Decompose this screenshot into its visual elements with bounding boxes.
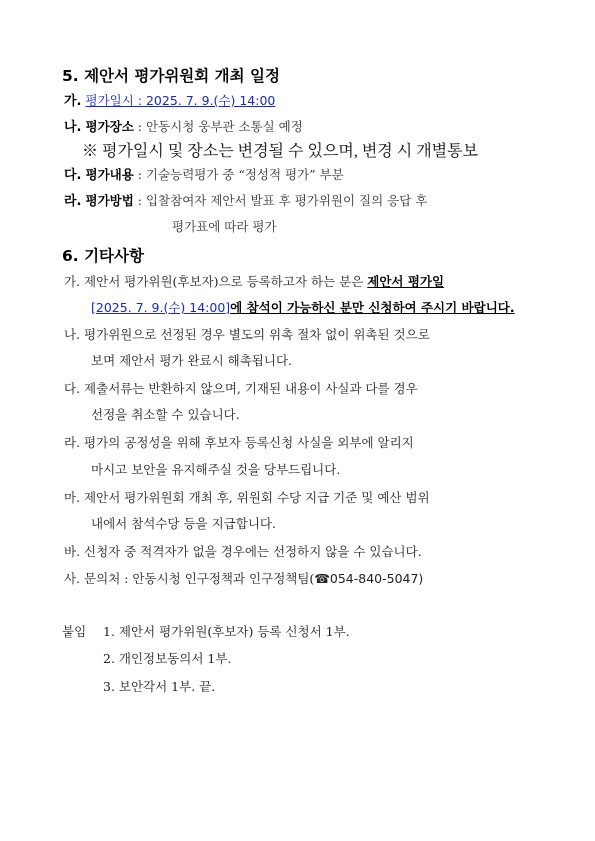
item-separator: : [133,193,146,208]
section-6-item-ra [64,434,414,452]
item-marker: 사. [64,571,81,586]
attachment-item-3: 3. 보안각서 1부. 끝. [103,679,216,694]
item-marker: 나. [64,327,81,342]
item-text: 평가의 공정성을 위해 후보자 등록신청 사실을 외부에 알리지 [84,435,414,450]
item-separator: : [133,119,146,134]
evaluation-datetime: 평가일시 : 2025. 7. 9.(수) 14:00 [85,93,276,108]
item-text: 신청자 중 적격자가 없을 경우에는 선정하지 않을 수 있습니다. [84,544,422,559]
attachments-label: 붙임 [62,624,87,639]
section-5-item-ga [64,92,275,111]
item-text: 평가위원으로 선정된 경우 별도의 위촉 절차 없이 위촉된 것으로 [84,327,430,342]
section-6-item-na-line2: 보며 제안서 평가 완료시 해촉됩니다. [91,353,292,368]
item-marker: 나. [64,120,82,135]
item-marker: 라. [64,435,81,450]
item-label: 평가장소 [85,119,134,134]
item-marker: 마. [64,490,81,505]
eval-date-value: [2025. 7. 9.(수) 14:00] [91,300,231,315]
section-5-item-na [64,118,303,137]
section-6-item-da-line2: 선정을 취소할 수 있습니다. [91,407,240,422]
emphasis-attendance: 에 참석이 가능하신 분만 신청하여 주시기 바랍니다. [230,300,515,315]
item-marker: 가. [64,94,82,109]
section-6-item-ma [64,489,430,507]
section-5-title: 5. 제안서 평가위원회 개최 일정 [62,67,280,85]
item-text: 제안서 평가위원(후보자)으로 등록하고자 하는 분은 [84,274,368,289]
emphasis-eval-date: 제안서 평가일 [367,274,445,289]
section-6-item-sa [64,570,423,588]
item-text: 문의처 : 안동시청 인구정책과 인구정책팀( [84,571,315,586]
section-6-item-ga [64,273,444,291]
item-text: 제안서 평가위원회 개최 후, 위원회 수당 지급 기준 및 예산 범위 [84,490,430,505]
item-marker: 바. [64,544,81,559]
section-6-item-na [64,326,430,344]
item-separator: : [133,167,146,182]
section-6-item-da [64,380,418,398]
section-6-item-ga-line2 [91,299,515,317]
item-marker: 다. [64,168,82,183]
section-6-item-ma-line2: 내에서 참석수당 등을 지급합니다. [91,516,276,531]
evaluation-place: 안동시청 웅부관 소통실 예정 [145,119,303,134]
item-marker: 가. [64,274,81,289]
attachment-item-2: 2. 개인정보동의서 1부. [103,651,232,666]
item-marker: 라. [64,194,82,209]
change-notice: ※ 평가일시 및 장소는 변경될 수 있으며, 변경 시 개별통보 [82,143,479,160]
contact-phone: ☎054-840-5047) [314,571,424,586]
attachment-item-1: 1. 제안서 평가위원(후보자) 등록 신청서 1부. [103,624,350,639]
section-5-item-da [64,166,344,185]
evaluation-content: 기술능력평가 중 “정성적 평가” 부분 [145,167,344,182]
item-marker: 다. [64,381,81,396]
section-6-item-ra-line2: 마시고 보안을 유지해주실 것을 당부드립니다. [91,462,341,477]
section-5-item-ra [64,192,427,211]
evaluation-method-line2: 평가표에 따라 평가 [172,219,277,234]
section-6-title: 6. 기타사항 [62,247,144,265]
item-text: 제출서류는 반환하지 않으며, 기재된 내용이 사실과 다를 경우 [84,381,418,396]
section-6-item-ba [64,543,422,561]
item-label: 평가내용 [85,167,134,182]
item-label: 평가방법 [85,193,134,208]
evaluation-method-line1: 입찰참여자 제안서 발표 후 평가위원이 질의 응답 후 [145,193,428,208]
